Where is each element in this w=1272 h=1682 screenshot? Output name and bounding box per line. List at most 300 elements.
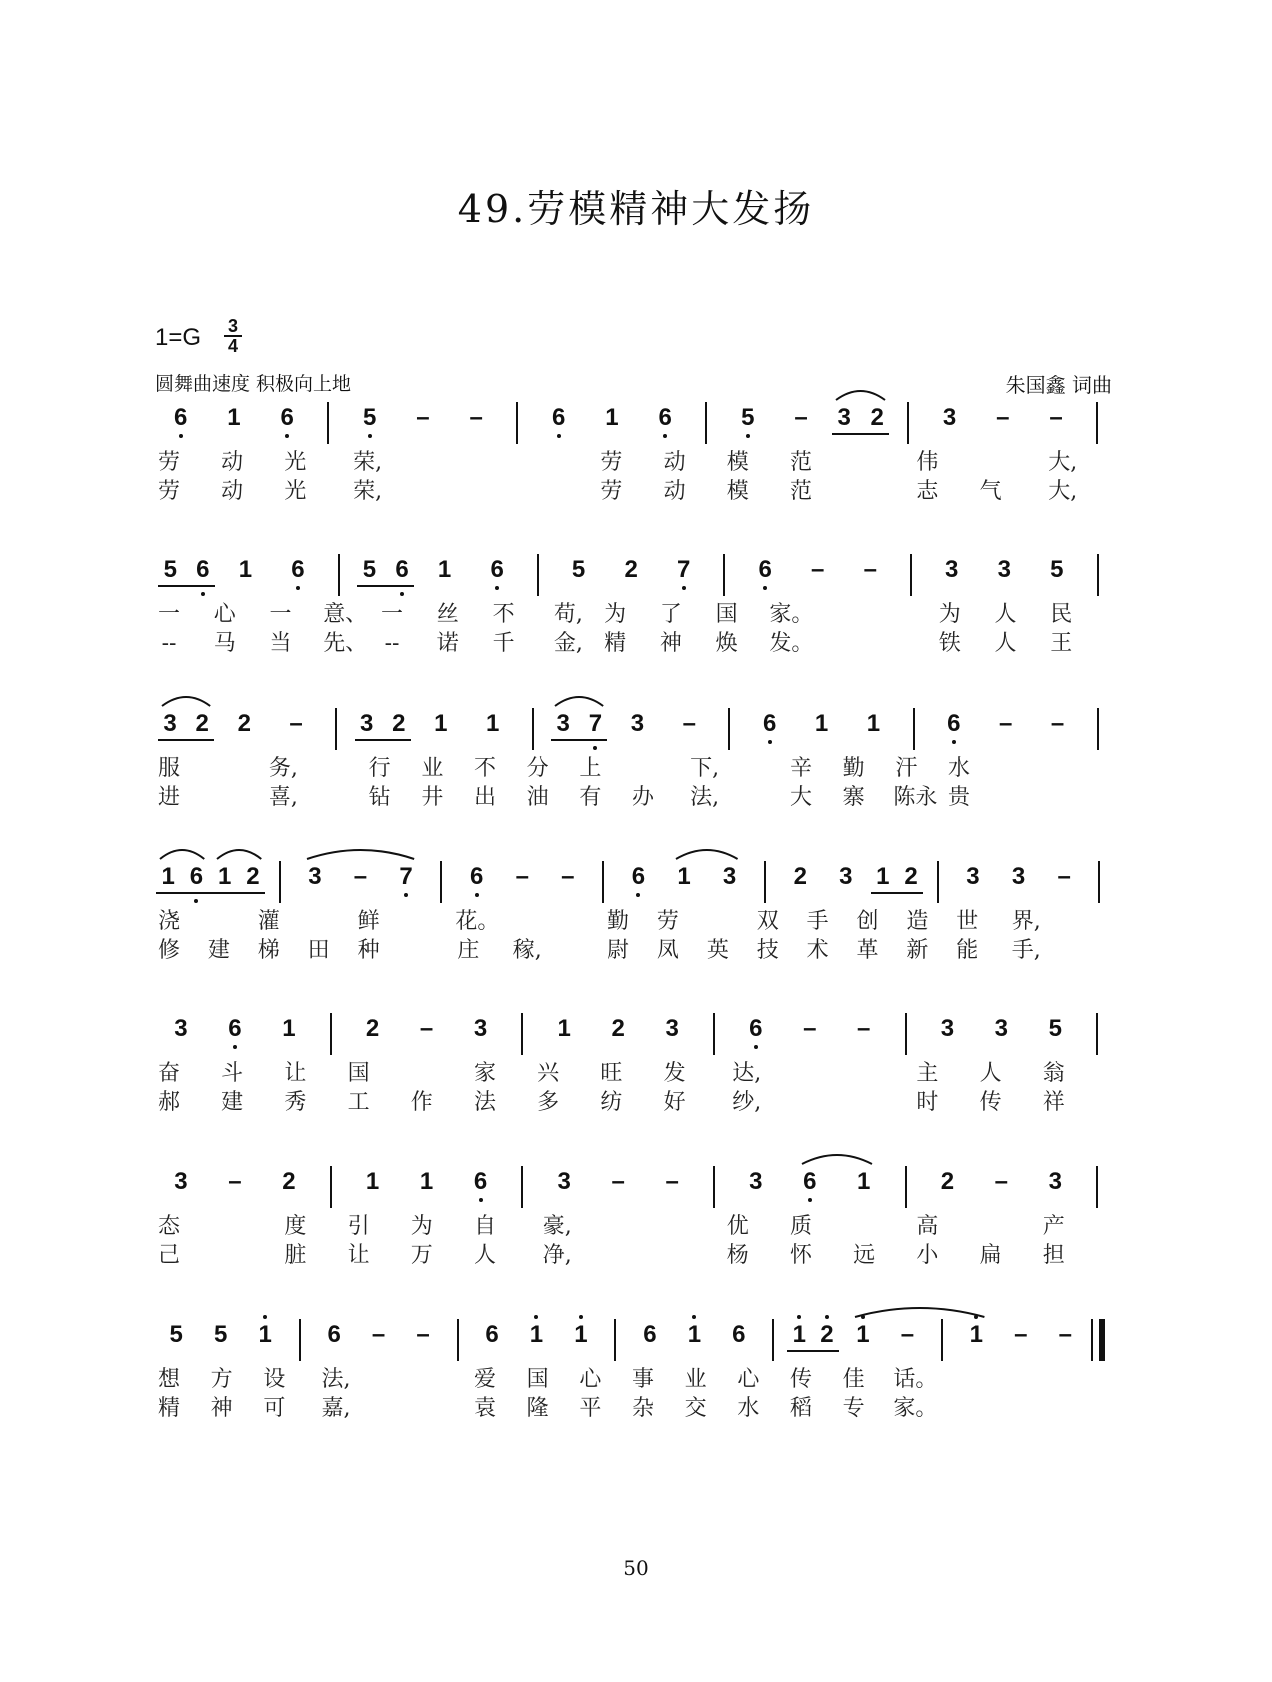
lyric-verse-1: 世	[956, 909, 979, 934]
lyric-verse-2: 好	[663, 1090, 686, 1115]
note: 1	[282, 1015, 296, 1042]
slur-arc	[834, 384, 887, 402]
note: 1	[792, 1321, 806, 1348]
note: 2	[793, 863, 807, 890]
extension-dash: –	[996, 404, 1010, 431]
barline	[705, 402, 707, 444]
lyric-verse-2: 种	[357, 938, 380, 963]
barline	[440, 861, 442, 903]
barline	[279, 861, 281, 903]
lyric-verse-1: 达,	[732, 1061, 762, 1086]
lyric-verse-2: 井	[421, 785, 444, 810]
extension-dash: –	[794, 404, 808, 431]
lyric-verse-2: 平	[579, 1396, 602, 1421]
lyric-verse-1: 兴	[537, 1061, 560, 1086]
page-title: 49.劳模精神大发扬	[457, 187, 815, 231]
lyric-verse-2: 当	[269, 631, 292, 656]
note: 1	[419, 1168, 434, 1195]
low-octave-dot	[593, 746, 597, 750]
slur-arc	[674, 843, 740, 861]
lyric-verse-1: 心	[579, 1367, 602, 1392]
lyric-verse-1: 分	[526, 756, 549, 781]
lyric-verse-2: 工	[347, 1090, 370, 1115]
lyric-verse-1: 花。	[455, 909, 500, 934]
lyric-verse-1: 了	[659, 602, 682, 627]
barline	[713, 1013, 715, 1055]
note: 3	[940, 1015, 955, 1042]
lyric-verse-2: 技	[756, 938, 779, 963]
lyric-verse-2: 精	[604, 631, 627, 656]
note: 6	[291, 556, 305, 583]
lyric-verse-1: 心	[213, 602, 236, 627]
lyric-verse-1: 动	[663, 450, 686, 475]
extension-dash: –	[416, 1321, 430, 1348]
extension-dash: –	[353, 863, 368, 890]
barline	[1097, 554, 1099, 596]
lyric-verse-2: 钻	[368, 785, 391, 810]
lyric-verse-1: 动	[221, 450, 244, 475]
lyric-verse-1: 翁	[1042, 1061, 1065, 1086]
low-octave-dot	[808, 1198, 812, 1202]
low-octave-dot	[746, 434, 750, 438]
lyric-verse-1: 汗	[895, 756, 918, 781]
low-octave-dot	[201, 592, 205, 596]
high-octave-dot	[579, 1315, 583, 1319]
note: 1	[969, 1321, 984, 1348]
lyric-verse-2: 传	[979, 1090, 1002, 1115]
low-octave-dot	[952, 740, 956, 744]
tempo-marking: 圆舞曲速度 积极向上地	[155, 373, 352, 395]
lyric-verse-1: 光	[284, 450, 307, 475]
lyric-verse-1: 奋	[157, 1061, 180, 1086]
barline	[728, 708, 730, 750]
note: 5	[741, 404, 755, 431]
lyric-verse-1: 家	[473, 1061, 496, 1086]
lyric-verse-2: --	[384, 631, 400, 656]
extension-dash: –	[611, 1168, 625, 1195]
extension-dash: –	[900, 1321, 915, 1348]
lyric-verse-1: 态	[157, 1214, 180, 1239]
lyric-verse-2: 精	[157, 1396, 180, 1421]
note: 3	[837, 404, 851, 431]
note: 6	[196, 556, 210, 583]
slur-arc	[305, 843, 416, 861]
extension-dash: –	[1057, 863, 1071, 890]
extension-dash: –	[857, 1015, 871, 1042]
barline	[905, 1013, 907, 1055]
high-octave-dot	[263, 1315, 267, 1319]
slur-arc	[853, 1301, 986, 1319]
lyric-verse-1: 产	[1042, 1214, 1065, 1239]
note: 2	[624, 556, 638, 583]
note: 6	[947, 710, 961, 737]
note: 2	[246, 863, 260, 890]
lyric-verse-1: 荣,	[353, 450, 383, 475]
slur-arc	[215, 843, 263, 861]
extension-dash: –	[863, 556, 877, 583]
lyric-verse-2: 志	[916, 479, 939, 504]
barline	[532, 708, 534, 750]
staff-row	[0, 863, 1272, 977]
note: 1	[687, 1321, 702, 1348]
staff-row	[0, 556, 1272, 670]
lyric-verse-1: 业	[684, 1367, 707, 1392]
lyric-verse-2: 祥	[1042, 1090, 1065, 1115]
lyric-verse-1: 劳	[157, 450, 180, 475]
note: 6	[631, 863, 646, 890]
barline	[327, 402, 329, 444]
lyric-verse-2: 田	[307, 938, 330, 963]
note: 6	[280, 404, 294, 431]
meter-top: 3	[227, 316, 238, 336]
lyric-verse-1: 度	[284, 1214, 307, 1239]
barline	[723, 554, 725, 596]
lyric-verse-1: 伟	[916, 450, 939, 475]
barline	[764, 861, 766, 903]
note: 5	[1048, 1015, 1062, 1042]
staff-row	[0, 404, 1272, 518]
lyric-verse-1: 话。	[893, 1367, 938, 1392]
lyric-verse-2: 喜,	[268, 785, 298, 810]
barline	[1096, 1013, 1098, 1055]
note: 6	[732, 1321, 746, 1348]
extension-dash: –	[515, 863, 529, 890]
lyric-verse-1: 劳	[600, 450, 623, 475]
note: 3	[997, 556, 1011, 583]
note: 3	[473, 1015, 488, 1042]
note: 3	[749, 1168, 763, 1195]
lyric-verse-2: 油	[526, 785, 549, 810]
staff-row	[0, 1168, 1272, 1282]
final-barline-thin	[1091, 1319, 1093, 1361]
barline	[713, 1166, 715, 1208]
lyric-verse-1: 造	[906, 909, 929, 934]
note: 2	[870, 404, 884, 431]
note: 6	[173, 404, 188, 431]
note: 6	[473, 1168, 488, 1195]
eighth-underline	[156, 892, 265, 894]
note: 3	[665, 1015, 679, 1042]
barline	[1096, 1166, 1098, 1208]
note: 2	[904, 863, 918, 890]
note: 5	[214, 1321, 228, 1348]
lyric-verse-2: 专	[842, 1396, 865, 1421]
lyric-verse-2: 动	[663, 479, 686, 504]
note: 5	[362, 556, 377, 583]
note: 1	[365, 1168, 380, 1195]
note: 5	[163, 556, 177, 583]
lyric-verse-2: 凤	[656, 938, 679, 963]
slur-arc	[553, 690, 605, 708]
note: 5	[1050, 556, 1064, 583]
lyric-verse-2: 交	[684, 1396, 707, 1421]
low-octave-dot	[475, 893, 479, 897]
lyric-verse-1: 心	[737, 1367, 760, 1392]
lyric-verse-1: 手	[806, 909, 829, 934]
note: 3	[163, 710, 177, 737]
lyric-verse-1: 勤	[842, 756, 865, 781]
barline	[537, 554, 539, 596]
lyric-verse-2: 神	[210, 1396, 233, 1421]
lyric-verse-2: 焕	[715, 631, 738, 656]
lyric-verse-2: 劳	[157, 479, 180, 504]
lyric-verse-2: 建	[221, 1090, 244, 1115]
lyric-verse-2: 稻	[789, 1396, 812, 1421]
note: 2	[392, 710, 406, 737]
lyric-verse-1: 范	[789, 450, 812, 475]
lyric-verse-2: 陈永	[893, 785, 938, 810]
note: 6	[327, 1321, 341, 1348]
lyric-verse-2: --	[161, 631, 177, 656]
lyric-verse-2: 有	[579, 785, 602, 810]
lyric-verse-2: 作	[410, 1090, 433, 1115]
slur-arc	[800, 1148, 874, 1166]
barline	[602, 861, 604, 903]
barline	[941, 1319, 943, 1361]
lyric-verse-1: 佳	[842, 1367, 865, 1392]
slur-arc	[160, 690, 212, 708]
note: 1	[437, 556, 452, 583]
lyric-verse-1: 自	[473, 1214, 496, 1239]
lyric-verse-1: 模	[726, 450, 749, 475]
barline	[299, 1319, 301, 1361]
extension-dash: –	[1058, 1321, 1072, 1348]
extension-dash: –	[811, 556, 825, 583]
lyric-verse-1: 服	[157, 756, 180, 781]
lyric-verse-2: 水	[737, 1396, 760, 1421]
lyric-verse-1: 下,	[690, 756, 720, 781]
lyric-verse-1: 一	[157, 602, 180, 627]
note: 5	[362, 404, 377, 431]
lyric-verse-2: 神	[659, 631, 682, 656]
lyric-verse-2: 金,	[553, 631, 583, 656]
note: 3	[945, 556, 959, 583]
lyric-verse-1: 人	[979, 1061, 1002, 1086]
lyric-verse-2: 法,	[690, 785, 720, 810]
note: 2	[611, 1015, 625, 1042]
high-octave-dot	[825, 1315, 829, 1319]
barline	[1096, 402, 1098, 444]
slur-arc	[158, 843, 206, 861]
lyric-verse-2: 修	[157, 938, 180, 963]
note: 3	[1011, 863, 1026, 890]
note: 6	[658, 404, 672, 431]
lyric-verse-1: 方	[210, 1367, 233, 1392]
eighth-underline	[787, 1350, 839, 1352]
lyric-verse-2: 王	[1050, 631, 1073, 656]
note: 6	[469, 863, 484, 890]
lyric-verse-1: 主	[916, 1061, 939, 1086]
lyric-verse-1: 意、	[323, 602, 368, 627]
note: 7	[677, 556, 691, 583]
lyric-verse-2: 贵	[947, 785, 970, 810]
note: 3	[722, 863, 737, 890]
note: 2	[195, 710, 209, 737]
low-octave-dot	[296, 586, 300, 590]
lyric-verse-2: 杂	[631, 1396, 654, 1421]
lyric-verse-1: 灌	[257, 909, 280, 934]
lyric-verse-2: 办	[631, 785, 654, 810]
composer-credit: 朱国鑫 词曲	[1005, 373, 1112, 397]
lyric-verse-1: 上	[579, 756, 602, 781]
eighth-underline	[158, 739, 214, 741]
eighth-underline	[871, 892, 923, 894]
barline	[330, 1013, 332, 1055]
lyric-verse-1: 不	[473, 756, 496, 781]
lyric-verse-1: 优	[726, 1214, 749, 1239]
lyric-verse-1: 创	[856, 909, 879, 934]
low-octave-dot	[557, 434, 561, 438]
barline	[614, 1319, 616, 1361]
note: 3	[942, 404, 957, 431]
extension-dash: –	[419, 1015, 434, 1042]
lyric-verse-1: 斗	[221, 1061, 244, 1086]
lyric-verse-1: 一	[381, 602, 404, 627]
note: 6	[643, 1321, 657, 1348]
note: 3	[174, 1015, 188, 1042]
lyric-verse-2: 隆	[526, 1396, 549, 1421]
lyric-verse-2: 梯	[257, 938, 280, 963]
note: 6	[762, 710, 777, 737]
lyric-verse-1: 为	[938, 602, 961, 627]
note: 6	[758, 556, 772, 583]
lyric-verse-2: 气	[979, 479, 1002, 504]
lyric-verse-2: 己	[157, 1243, 180, 1268]
lyric-verse-1: 想	[157, 1367, 180, 1392]
lyric-verse-1: 劳	[656, 909, 679, 934]
lyric-verse-2: 出	[473, 785, 496, 810]
lyric-verse-2: 杨	[726, 1243, 749, 1268]
extension-dash: –	[1014, 1321, 1028, 1348]
lyric-verse-2: 秀	[284, 1090, 307, 1115]
extension-dash: –	[416, 404, 430, 431]
low-octave-dot	[194, 899, 198, 903]
note: 6	[490, 556, 504, 583]
extension-dash: –	[682, 710, 696, 737]
meter-bottom: 4	[227, 336, 238, 356]
note: 3	[966, 863, 980, 890]
note: 1	[161, 863, 175, 890]
lyric-verse-1: 家。	[769, 602, 814, 627]
note: 2	[365, 1015, 380, 1042]
extension-dash: –	[228, 1168, 242, 1195]
barline	[905, 1166, 907, 1208]
lyric-verse-2: 建	[207, 938, 230, 963]
barline	[516, 402, 518, 444]
note: 1	[876, 863, 890, 890]
low-octave-dot	[400, 592, 404, 596]
note: 1	[814, 710, 829, 737]
lyric-verse-2: 脏	[284, 1243, 307, 1268]
lyric-verse-2: 纺	[600, 1090, 623, 1115]
lyric-verse-1: 让	[284, 1061, 307, 1086]
lyric-verse-2: 嘉,	[321, 1396, 351, 1421]
lyric-verse-2: 远	[853, 1243, 876, 1268]
note: 1	[434, 710, 448, 737]
note: 1	[529, 1321, 544, 1348]
note: 1	[856, 1321, 870, 1348]
lyric-verse-1: 设	[263, 1367, 286, 1392]
extension-dash: –	[803, 1015, 817, 1042]
eighth-underline	[832, 433, 889, 435]
note: 1	[486, 710, 500, 737]
lyric-verse-1: 务,	[268, 756, 298, 781]
extension-dash: –	[561, 863, 575, 890]
note: 6	[189, 863, 204, 890]
lyric-verse-2: 诺	[436, 631, 459, 656]
lyric-verse-2: 光	[284, 479, 307, 504]
lyric-verse-1: 为	[604, 602, 627, 627]
note: 1	[857, 1168, 871, 1195]
lyric-verse-2: 动	[221, 479, 244, 504]
note: 2	[940, 1168, 955, 1195]
eighth-underline	[355, 739, 411, 741]
note: 6	[552, 404, 566, 431]
note: 2	[820, 1321, 834, 1348]
high-octave-dot	[797, 1315, 801, 1319]
lyric-verse-1: 鲜	[357, 909, 380, 934]
extension-dash: –	[371, 1321, 386, 1348]
note: 1	[866, 710, 881, 737]
note: 3	[174, 1168, 188, 1195]
eighth-underline	[158, 585, 215, 587]
lyric-verse-2: 家。	[893, 1396, 938, 1421]
low-octave-dot	[754, 1045, 758, 1049]
low-octave-dot	[233, 1045, 237, 1049]
lyric-verse-1: 双	[756, 909, 779, 934]
barline	[521, 1166, 523, 1208]
lyric-verse-2: 扁	[979, 1243, 1002, 1268]
low-octave-dot	[479, 1198, 483, 1202]
lyric-verse-2: 稼,	[512, 938, 542, 963]
lyric-verse-1: 豪,	[542, 1214, 572, 1239]
note: 5	[169, 1321, 183, 1348]
lyric-verse-2: 大,	[1048, 479, 1078, 504]
note: 3	[359, 710, 374, 737]
note: 6	[749, 1015, 763, 1042]
lyric-verse-2: 手,	[1011, 938, 1041, 963]
note: 6	[228, 1015, 242, 1042]
low-octave-dot	[682, 586, 686, 590]
note: 3	[839, 863, 853, 890]
staff-row	[0, 710, 1272, 824]
barline	[772, 1319, 774, 1361]
extension-dash: –	[1050, 710, 1065, 737]
extension-dash: –	[289, 710, 303, 737]
lyric-verse-2: 担	[1042, 1243, 1065, 1268]
staff-row	[0, 1321, 1272, 1435]
barline	[1098, 861, 1100, 903]
note: 2	[282, 1168, 296, 1195]
barline	[457, 1319, 459, 1361]
note: 5	[571, 556, 586, 583]
lyric-verse-1: 界,	[1011, 909, 1041, 934]
lyric-verse-1: 传	[789, 1367, 812, 1392]
note: 6	[395, 556, 409, 583]
lyric-verse-2: 纱,	[732, 1090, 762, 1115]
barline	[521, 1013, 523, 1055]
lyric-verse-2: 多	[537, 1090, 560, 1115]
lyric-verse-1: 民	[1050, 602, 1073, 627]
note: 1	[677, 863, 691, 890]
lyric-verse-1: 质	[789, 1214, 812, 1239]
lyric-verse-1: 勤	[607, 909, 630, 934]
lyric-verse-2: 模	[726, 479, 749, 504]
lyric-verse-2: 小	[916, 1243, 939, 1268]
lyric-verse-2: 庄	[457, 938, 480, 963]
barline	[907, 402, 909, 444]
lyric-verse-1: 国	[526, 1367, 549, 1392]
